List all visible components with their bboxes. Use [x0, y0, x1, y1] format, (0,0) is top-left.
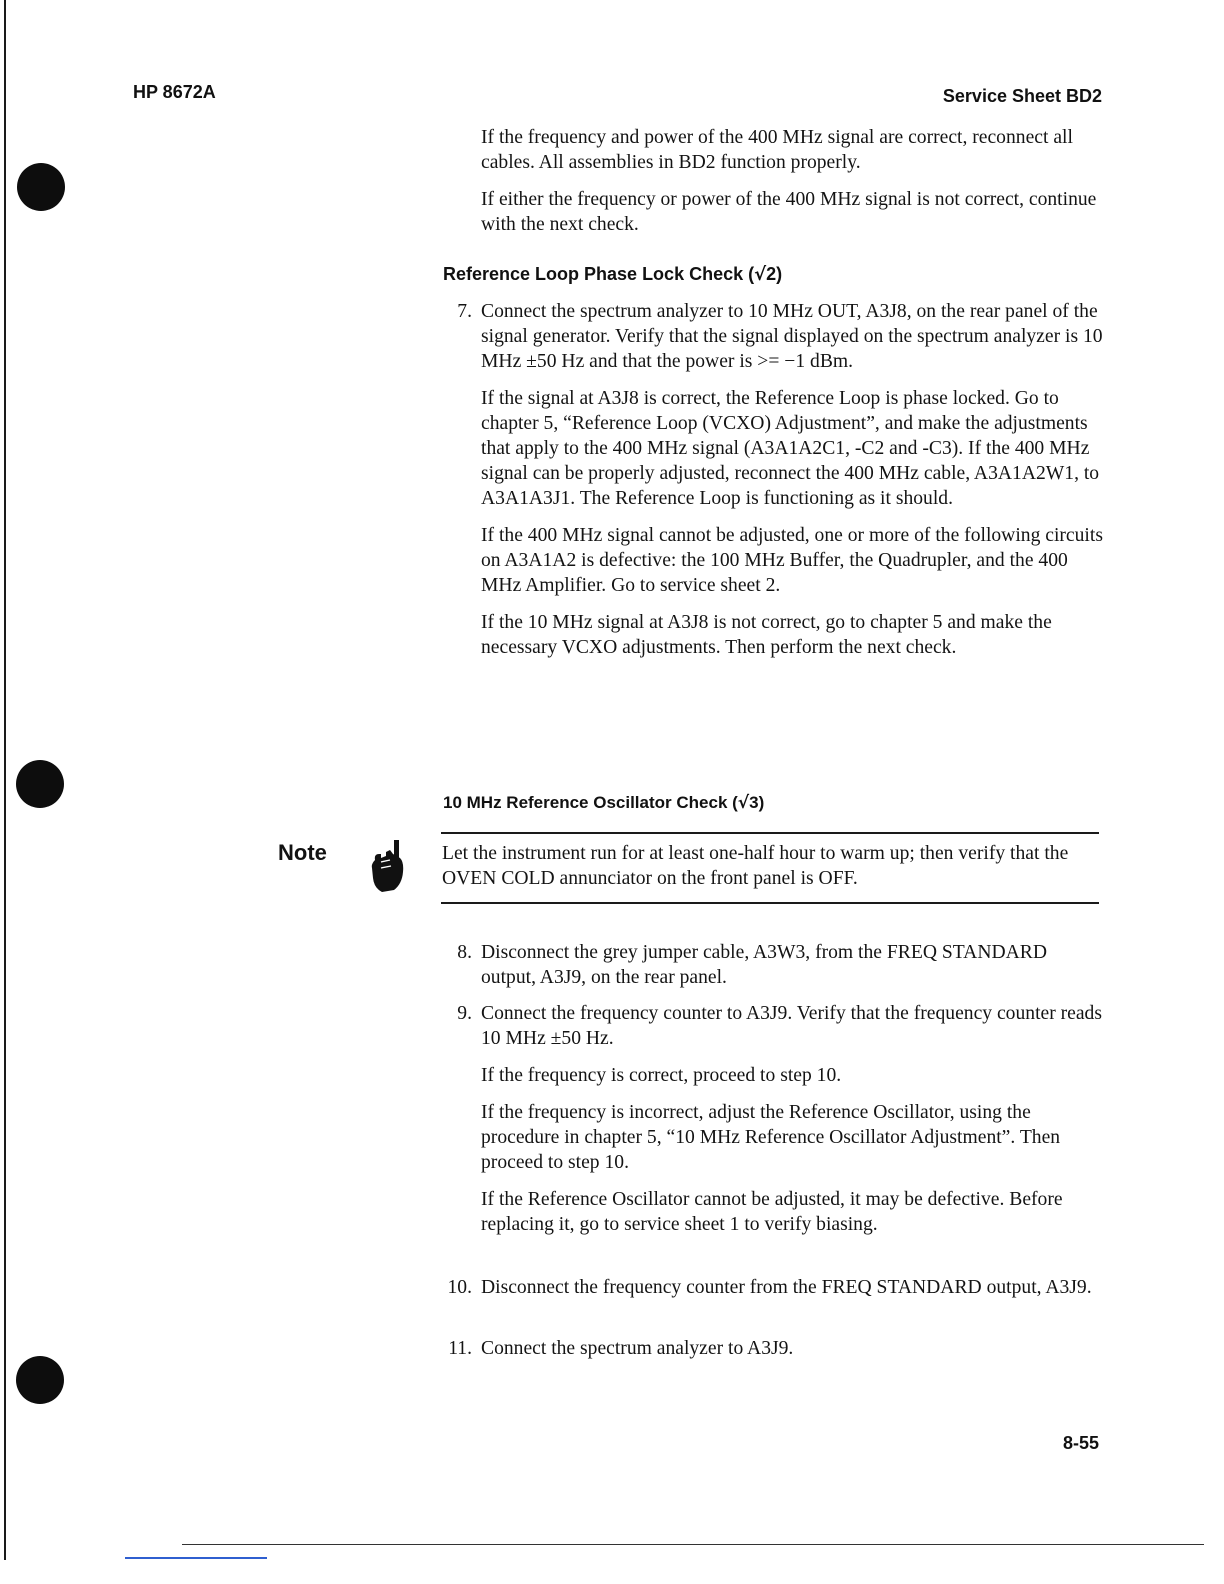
header-service-sheet: Service Sheet BD2 [942, 86, 1102, 106]
punch-hole-top [17, 163, 65, 211]
note-text: Let the instrument run for at least one-half hour to warm up; then verify that the OVEN COLD annunciator on the front panel is OFF. [442, 843, 1069, 889]
step-8 [430, 940, 1106, 1002]
step-instruction: Disconnect the grey jumper cable, A3W3, from the FREQ STANDARD output, A3J9, on the rear panel. [481, 942, 1047, 988]
section-heading-reference-oscillator [443, 793, 764, 813]
step-paragraph: If the signal at A3J8 is correct, the Reference Loop is phase locked. Go to chapter 5, “Reference Loop (VCXO) Adjustment”, and make the adjustments that apply to the 400 MHz signal (A3A1A2C1, -C2 and -C3). If the 400 MHz signal can be properly adjusted, reconnect the 400 MHz cable, A3A1A2W1, to A3A1A3J1. The Reference Loop is functioning as it should. [481, 388, 1100, 509]
note-label: Note [278, 840, 327, 865]
step-number: 7. [457, 301, 472, 322]
section-title: Reference Loop Phase Lock Check ( [443, 264, 755, 284]
punch-hole-middle [16, 760, 64, 808]
section-title-close: ) [758, 793, 765, 812]
section-title: 10 MHz Reference Oscillator Check ( [443, 793, 738, 812]
step-instruction: Connect the spectrum analyzer to A3J9. [481, 1338, 794, 1359]
binding-edge-line [4, 0, 6, 1560]
step-instruction: Connect the frequency counter to A3J9. Verify that the frequency counter reads 10 MHz ±50 Hz. [481, 1003, 1102, 1049]
section-title-close: ) [776, 264, 783, 284]
bottom-accent-line [125, 1557, 267, 1559]
step-paragraph: If the Reference Oscillator cannot be adjusted, it may be defective. Before replacing it, go to service sheet 1 to verify biasing. [481, 1189, 1063, 1235]
note-rule-top [441, 832, 1099, 834]
header-model: HP 8672A [133, 82, 216, 102]
step-paragraph: If the frequency is incorrect, adjust the Reference Oscillator, using the procedure in chapter 5, “10 MHz Reference Oscillator Adjustment”. Then proceed to step 10. [481, 1102, 1061, 1173]
step-paragraph: If the frequency is correct, proceed to step 10. [481, 1065, 842, 1086]
step-paragraph: If the 10 MHz signal at A3J8 is not correct, go to chapter 5 and make the necessary VCXO adjustments. Then perform the next check. [481, 612, 1052, 658]
step-number: 11. [448, 1338, 472, 1359]
step-9 [430, 1001, 1106, 1249]
intro-paragraph: If either the frequency or power of the 400 MHz signal is not correct, continue with the next check. [481, 189, 1097, 235]
check-mark-icon: √ [737, 793, 750, 813]
pointing-hand-icon [366, 838, 406, 894]
step-instruction: Connect the spectrum analyzer to 10 MHz OUT, A3J8, on the rear panel of the signal generator. Verify that the signal displayed on the spectrum analyzer is 10 MHz ±50 Hz and that the power is >= −1 dBm. [481, 301, 1103, 372]
bottom-rule [182, 1544, 1204, 1545]
step-number: 8. [457, 942, 472, 963]
step-paragraph: If the 400 MHz signal cannot be adjusted, one or more of the following circuits on A3A1A2 is defective: the 100 MHz Buffer, the Quadrupler, and the 400 MHz Amplifier. Go to service sheet 2. [481, 525, 1103, 596]
step-7 [430, 299, 1106, 672]
step-number: 10. [447, 1277, 472, 1298]
check-number: 2 [766, 264, 777, 284]
page-number: 8-55 [1062, 1433, 1099, 1453]
check-number: 3 [749, 793, 759, 812]
intro-block [481, 125, 1103, 249]
step-10 [430, 1275, 1106, 1312]
step-instruction: Disconnect the frequency counter from the FREQ STANDARD output, A3J9. [481, 1277, 1092, 1298]
check-mark-icon: √ [754, 264, 767, 285]
note-rule-bottom [441, 902, 1099, 904]
step-11 [430, 1336, 1106, 1373]
section-heading-reference-loop [443, 264, 782, 285]
punch-hole-bottom [16, 1356, 64, 1404]
step-number: 9. [457, 1003, 472, 1024]
intro-paragraph: If the frequency and power of the 400 MHz signal are correct, reconnect all cables. All assemblies in BD2 function properly. [481, 127, 1073, 173]
